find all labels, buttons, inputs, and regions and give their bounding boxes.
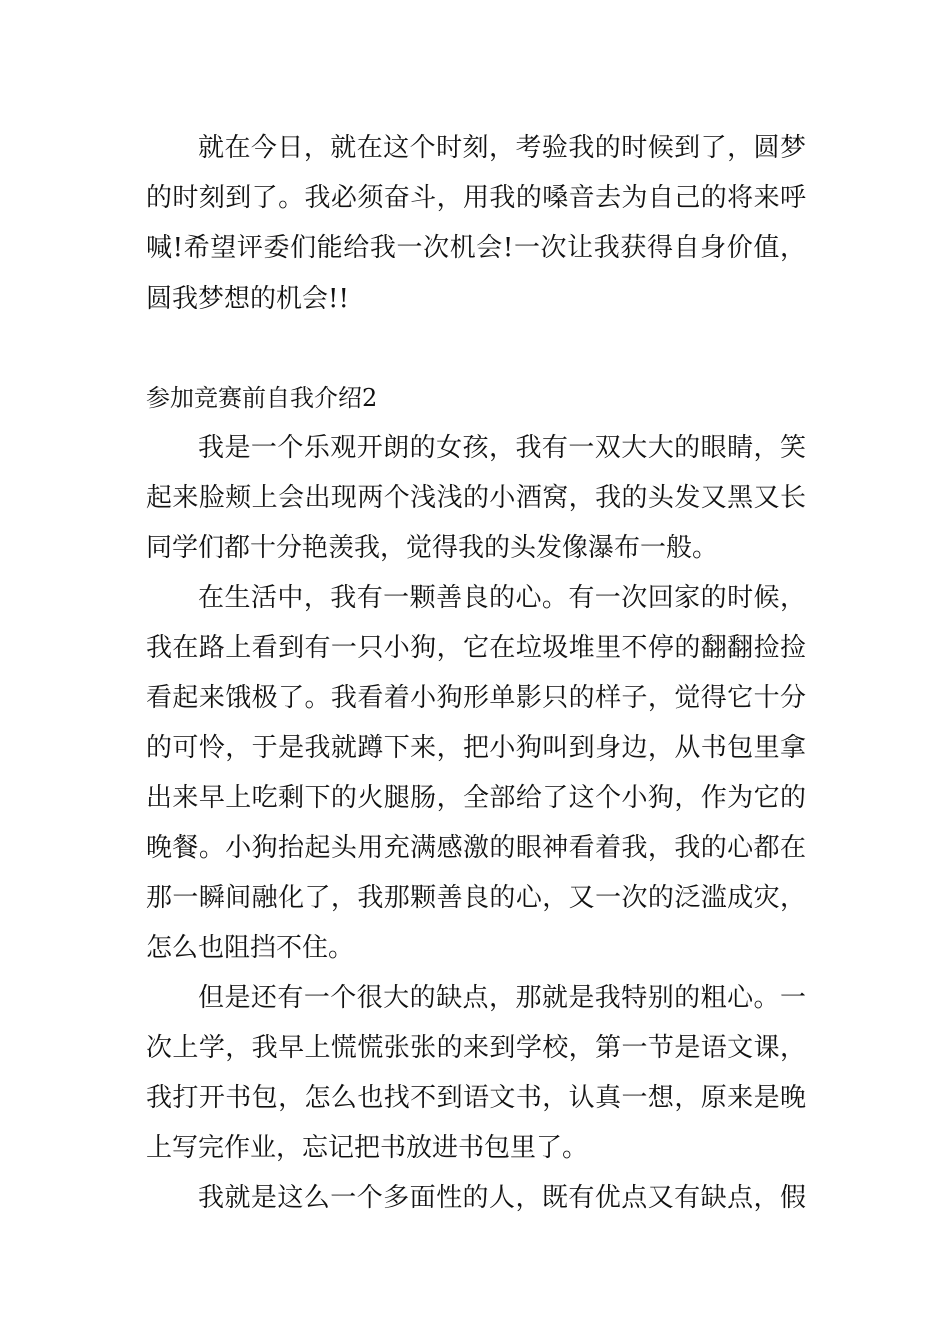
paragraph-4-line-3: 我打开书包，怎么也找不到语文书，认真一想，原来是晚 bbox=[146, 1083, 806, 1113]
paragraph-1-line-2: 的时刻到了。我必须奋斗，用我的嗓音去为自己的将来呼 bbox=[146, 183, 806, 213]
paragraph-2-line-2: 起来脸颊上会出现两个浅浅的小酒窝，我的头发又黑又长 bbox=[146, 483, 806, 513]
paragraph-4-line-1: 但是还有一个很大的缺点，那就是我特别的粗心。一 bbox=[198, 983, 806, 1013]
paragraph-3-line-7: 那一瞬间融化了，我那颗善良的心，又一次的泛滥成灾， bbox=[146, 883, 806, 913]
paragraph-3-line-6: 晚餐。小狗抬起头用充满感激的眼神看着我，我的心都在 bbox=[146, 833, 806, 863]
paragraph-3-line-4: 的可怜，于是我就蹲下来，把小狗叫到身边，从书包里拿 bbox=[146, 733, 806, 763]
paragraph-1-line-4: 圆我梦想的机会!! bbox=[146, 284, 349, 314]
paragraph-3-line-1: 在生活中，我有一颗善良的心。有一次回家的时候， bbox=[198, 583, 806, 613]
section-title: 参加竞赛前自我介绍2 bbox=[146, 384, 378, 412]
paragraph-1-line-3: 喊!希望评委们能给我一次机会!一次让我获得自身价值， bbox=[146, 233, 806, 263]
paragraph-3-line-5: 出来早上吃剩下的火腿肠，全部给了这个小狗，作为它的 bbox=[146, 783, 806, 813]
paragraph-3-line-3: 看起来饿极了。我看着小狗形单影只的样子，觉得它十分 bbox=[146, 683, 806, 713]
paragraph-2-line-1: 我是一个乐观开朗的女孩，我有一双大大的眼睛，笑 bbox=[198, 433, 806, 463]
paragraph-3-line-8: 怎么也阻挡不住。 bbox=[146, 933, 355, 963]
paragraph-1-line-1: 就在今日，就在这个时刻，考验我的时候到了，圆梦 bbox=[198, 133, 806, 163]
paragraph-3-line-2: 我在路上看到有一只小狗，它在垃圾堆里不停的翻翻捡捡 bbox=[146, 633, 806, 663]
paragraph-2-line-3: 同学们都十分艳羡我，觉得我的头发像瀑布一般。 bbox=[146, 533, 719, 563]
paragraph-4-line-4: 上写完作业，忘记把书放进书包里了。 bbox=[146, 1133, 589, 1163]
paragraph-4-line-2: 次上学，我早上慌慌张张的来到学校，第一节是语文课， bbox=[146, 1033, 806, 1063]
paragraph-5-line-1: 我就是这么一个多面性的人，既有优点又有缺点，假 bbox=[198, 1183, 806, 1213]
